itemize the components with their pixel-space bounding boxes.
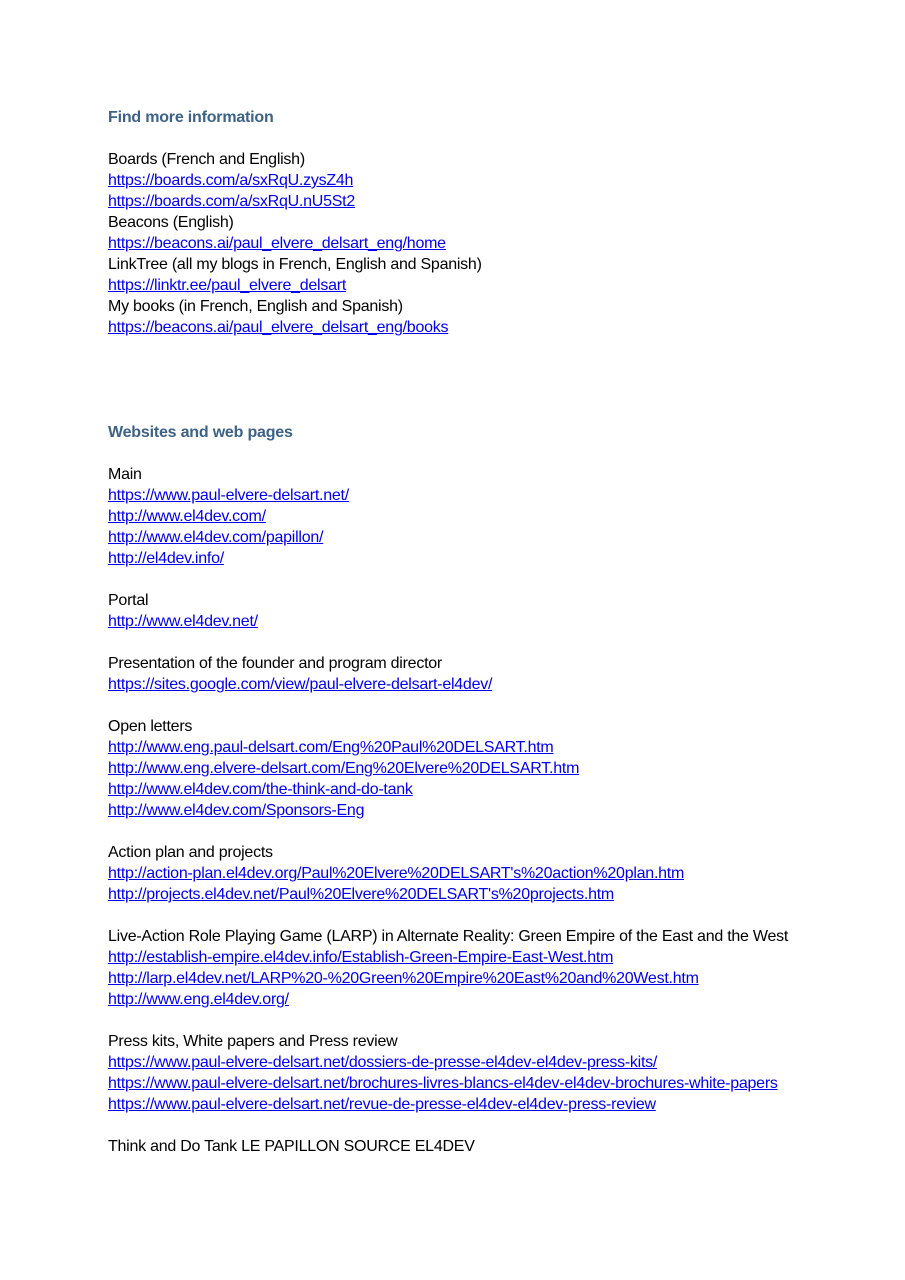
open-letters-link-1[interactable]: http://www.eng.paul-delsart.com/Eng%20Paul%20DELSART.htm (108, 739, 554, 756)
linktree-label: LinkTree (all my blogs in French, English and Spanish) (108, 256, 482, 273)
press-kits-link[interactable]: https://www.paul-elvere-delsart.net/dossiers-de-presse-el4dev-el4dev-press-kits/ (108, 1054, 658, 1071)
find-more-section (108, 107, 482, 338)
portal-link[interactable]: http://www.el4dev.net/ (108, 613, 258, 630)
group-label-press: Press kits, White papers and Press review (108, 1033, 398, 1050)
larp-link-3[interactable]: http://www.eng.el4dev.org/ (108, 991, 289, 1008)
find-more-heading: Find more information (108, 109, 274, 126)
presentation-link[interactable]: https://sites.google.com/view/paul-elvere-delsart-el4dev/ (108, 676, 493, 693)
group-label-presentation: Presentation of the founder and program director (108, 655, 442, 672)
beacons-label: Beacons (English) (108, 214, 234, 231)
websites-heading: Websites and web pages (108, 424, 293, 441)
white-papers-link[interactable]: https://www.paul-elvere-delsart.net/brochures-livres-blancs-el4dev-el4dev-brochures-white-papers (108, 1075, 778, 1092)
group-label-main: Main (108, 466, 142, 483)
boards-link-2[interactable]: https://boards.com/a/sxRqU.nU5St2 (108, 193, 355, 210)
group-label-think-tank: Think and Do Tank LE PAPILLON SOURCE EL4DEV (108, 1138, 475, 1155)
projects-link[interactable]: http://projects.el4dev.net/Paul%20Elvere%20DELSART's%20projects.htm (108, 886, 614, 903)
action-plan-link[interactable]: http://action-plan.el4dev.org/Paul%20Elvere%20DELSART's%20action%20plan.htm (108, 865, 685, 882)
main-link-4[interactable]: http://el4dev.info/ (108, 550, 224, 567)
beacons-home-link[interactable]: https://beacons.ai/paul_elvere_delsart_eng/home (108, 235, 446, 252)
main-link-2[interactable]: http://www.el4dev.com/ (108, 508, 266, 525)
websites-section (108, 422, 788, 1157)
open-letters-link-2[interactable]: http://www.eng.elvere-delsart.com/Eng%20Elvere%20DELSART.htm (108, 760, 580, 777)
books-label: My books (in French, English and Spanish) (108, 298, 403, 315)
group-label-action-plan: Action plan and projects (108, 844, 273, 861)
larp-link-1[interactable]: http://establish-empire.el4dev.info/Establish-Green-Empire-East-West.htm (108, 949, 614, 966)
boards-label: Boards (French and English) (108, 151, 305, 168)
group-label-portal: Portal (108, 592, 149, 609)
open-letters-link-3[interactable]: http://www.el4dev.com/the-think-and-do-tank (108, 781, 413, 798)
group-label-open-letters: Open letters (108, 718, 193, 735)
linktree-link[interactable]: https://linktr.ee/paul_elvere_delsart (108, 277, 347, 294)
open-letters-link-4[interactable]: http://www.el4dev.com/Sponsors-Eng (108, 802, 365, 819)
books-link[interactable]: https://beacons.ai/paul_elvere_delsart_eng/books (108, 319, 449, 336)
larp-link-2[interactable]: http://larp.el4dev.net/LARP%20-%20Green%20Empire%20East%20and%20West.htm (108, 970, 699, 987)
boards-link-1[interactable]: https://boards.com/a/sxRqU.zysZ4h (108, 172, 354, 189)
press-review-link[interactable]: https://www.paul-elvere-delsart.net/revue-de-presse-el4dev-el4dev-press-review (108, 1096, 656, 1113)
main-link-3[interactable]: http://www.el4dev.com/papillon/ (108, 529, 324, 546)
group-label-larp: Live-Action Role Playing Game (LARP) in Alternate Reality: Green Empire of the East and the West (108, 928, 789, 945)
main-link-1[interactable]: https://www.paul-elvere-delsart.net/ (108, 487, 349, 504)
